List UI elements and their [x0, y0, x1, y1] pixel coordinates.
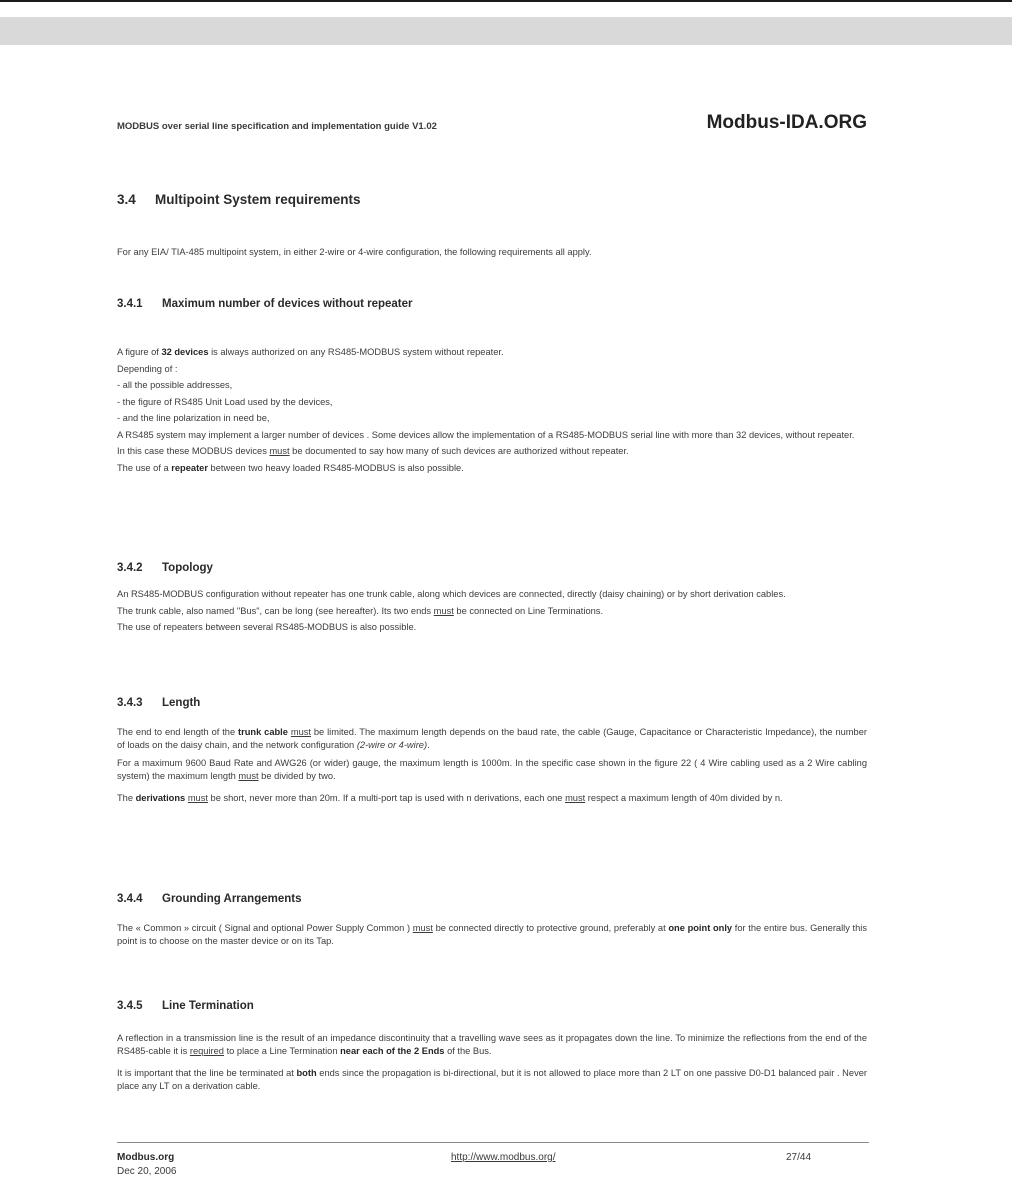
subsection-title: Grounding Arrangements	[162, 893, 302, 905]
paragraph: The « Common » circuit ( Signal and optional Power Supply Common ) must be connected directly to protective ground, preferably at one point only for the entire bus. Generally this point is to choose on the master device or on its Tap.	[117, 923, 868, 946]
paragraph: It is important that the line be terminated at both ends since the propagation is bi-directional, but it is not allowed to place more than 2 LT on one passive D0-D1 balanced pair . Never place any LT on a derivation cable.	[117, 1068, 867, 1091]
list-item: - all the possible addresses,	[117, 380, 233, 390]
spec-title: MODBUS over serial line specification and implementation guide V1.02	[117, 121, 437, 132]
subsection-heading	[117, 562, 867, 574]
org-logo-text: Modbus-IDA.ORG	[706, 112, 867, 133]
subsection-title: Length	[162, 697, 201, 709]
section-3-4-5-body	[117, 1032, 867, 1098]
list-item: - and the line polarization in need be,	[117, 413, 270, 423]
paragraph: For a maximum 9600 Baud Rate and AWG26 (or wider) gauge, the maximum length is 1000m. In the specific case shown in the figure 22 ( 4 Wire cabling used as a 2 Wire cabling system) the maximum length must be divided by two.	[117, 758, 867, 781]
footer-divider	[117, 1142, 869, 1143]
paragraph: For any EIA/ TIA-485 multipoint system, in either 2-wire or 4-wire configuration, the following requirements all apply.	[117, 247, 592, 257]
subsection-number: 3.4.1	[117, 298, 143, 310]
footer-date: Dec 20, 2006	[117, 1166, 177, 1177]
footer-org: Modbus.org	[117, 1152, 175, 1163]
section-3-4-3-body	[117, 726, 867, 811]
section-3-4-5	[117, 1000, 867, 1012]
subsection-title: Topology	[162, 562, 213, 574]
section-3-4-2	[117, 562, 867, 574]
section-number: 3.4	[117, 192, 136, 207]
paragraph: The use of a repeater between two heavy loaded RS485-MODBUS is also possible.	[117, 462, 464, 473]
paragraph: The trunk cable, also named "Bus", can be long (see hereafter). Its two ends must be connected on Line Terminations.	[117, 605, 604, 616]
subsection-number: 3.4.3	[117, 697, 143, 709]
section-3-4-4-body	[117, 922, 867, 953]
document-header	[117, 112, 867, 138]
top-rule	[0, 0, 1012, 2]
subsection-heading	[117, 893, 867, 905]
section-3-4-intro	[117, 246, 867, 265]
section-title: Multipoint System requirements	[155, 192, 361, 207]
viewer-toolbar-strip	[0, 17, 1012, 45]
subsection-number: 3.4.5	[117, 1000, 143, 1012]
section-3-4-2-body	[117, 588, 867, 638]
subsection-number: 3.4.2	[117, 562, 143, 574]
section-3-4-3	[117, 697, 867, 709]
paragraph: The use of repeaters between several RS485-MODBUS is also possible.	[117, 622, 417, 632]
subsection-heading	[117, 298, 867, 310]
subsection-title: Line Termination	[162, 1000, 254, 1012]
section-3-4-1-body	[117, 346, 867, 478]
subsection-number: 3.4.4	[117, 893, 143, 905]
paragraph: In this case these MODBUS devices must be documented to say how many of such devices are authorized without repeater.	[117, 446, 629, 456]
list-item: - the figure of RS485 Unit Load used by the devices,	[117, 396, 333, 407]
paragraph: An RS485-MODBUS configuration without repeater has one trunk cable, along which devices are connected, directly (daisy chaining) or by short derivation cables.	[117, 589, 786, 599]
subsection-heading	[117, 1000, 867, 1012]
footer-url-link[interactable]: http://www.modbus.org/	[451, 1152, 556, 1163]
section-3-4-1	[117, 298, 867, 310]
section-3-4	[117, 192, 867, 207]
document-footer	[117, 1149, 869, 1189]
subsection-heading	[117, 697, 867, 709]
paragraph: A RS485 system may implement a larger number of devices . Some devices allow the implementation of a RS485-MODBUS serial line with more than 32 devices, without repeater.	[117, 429, 855, 440]
paragraph: The derivations must be short, never more than 20m. If a multi-port tap is used with n derivations, each one must respect a maximum length of 40m divided by n.	[117, 793, 783, 803]
paragraph: Depending of :	[117, 363, 178, 374]
subsection-title: Maximum number of devices without repeater	[162, 298, 413, 310]
paragraph: The end to end length of the trunk cable must be limited. The maximum length depends on the baud rate, the cable (Gauge, Capacitance or Characteristic Impedance), the number of loads on the daisy chain, and the network configuration (2-wire or 4-wire).	[117, 727, 867, 750]
section-heading	[117, 192, 867, 207]
paragraph: A figure of 32 devices is always authorized on any RS485-MODBUS system without repeater.	[117, 347, 504, 357]
paragraph: A reflection in a transmission line is the result of an impedance discontinuity that a travelling wave sees as it propagates down the line. To minimize the reflections from the end of the RS485-cable it is required to place a Line Termination near each of the 2 Ends of the Bus.	[117, 1033, 867, 1056]
section-3-4-4	[117, 893, 867, 905]
page-number: 27/44	[786, 1152, 812, 1163]
